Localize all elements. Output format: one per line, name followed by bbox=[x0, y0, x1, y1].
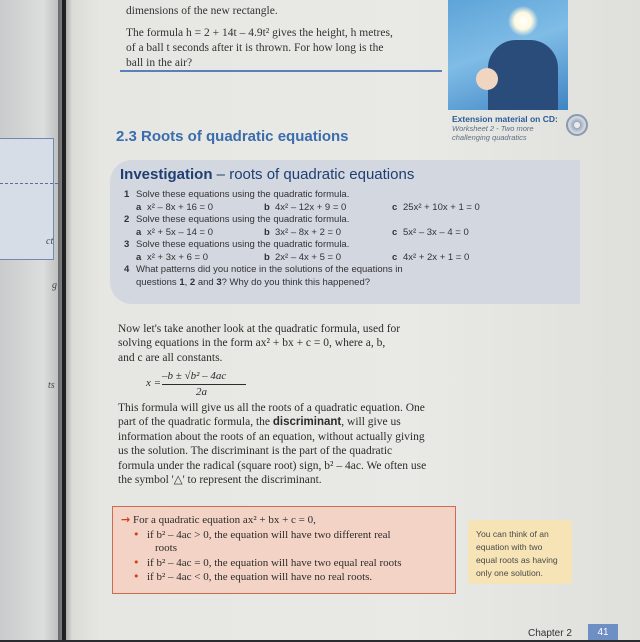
person-silhouette bbox=[488, 40, 558, 110]
key-point-box bbox=[112, 506, 456, 594]
left-fragment: g bbox=[52, 280, 57, 291]
page-number: 41 bbox=[588, 624, 618, 640]
investigation-subtitle: – roots of quadratic equations bbox=[212, 166, 415, 183]
section-title: 2.3 Roots of quadratic equations bbox=[116, 128, 349, 145]
problem-line: of a ball t seconds after it is thrown. For how long is the bbox=[126, 42, 384, 54]
problem-line: ball in the air? bbox=[126, 57, 193, 69]
question-3-parts: a x² + 3x + 6 = 0 b 2x² – 4x + 5 = 0 c 4x² + 2x + 1 = 0 bbox=[136, 251, 470, 263]
key-bullet: • if b² – 4ac = 0, the equation will have two equal real roots bbox=[133, 555, 402, 569]
formula-denominator: 2a bbox=[196, 386, 207, 398]
question-4-cont: questions 1, 2 and 3? Why do you think this happened? bbox=[136, 276, 371, 288]
section-divider bbox=[120, 70, 442, 72]
left-page bbox=[0, 0, 62, 640]
question-1: 1 Solve these equations using the quadratic formula. bbox=[124, 189, 350, 200]
bullet-icon: • bbox=[133, 555, 140, 569]
question-3: 3 Solve these equations using the quadratic formula. bbox=[124, 239, 350, 250]
margin-note: You can think of an equation with two equal roots as having only one solution. bbox=[468, 520, 572, 584]
problem-line: The formula h = 2 + 14t – 4.9t² gives the height, h metres, bbox=[126, 27, 393, 39]
formula-lhs: x = bbox=[146, 377, 162, 389]
problem-text bbox=[126, 26, 393, 71]
key-bullet: • if b² – 4ac < 0, the equation will have no real roots. bbox=[133, 570, 373, 584]
investigation-box bbox=[110, 160, 580, 304]
formula-numerator: –b ± √b² – 4ac bbox=[162, 370, 227, 382]
discriminant-paragraph: This formula will give us all the roots of a quadratic equation. One part of the quadratic formula, the discriminant, will give us information about the roots of an equation, without actually giving us the solution. The discriminant is the part of the quadratic formula under the radical (square root) sign, b² – 4ac. We often use the symbol '△' to represent the discriminant. bbox=[118, 402, 427, 487]
question-2: 2 Solve these equations using the quadratic formula. bbox=[124, 214, 350, 225]
question-4: 4 What patterns did you notice in the solutions of the equations in bbox=[124, 264, 403, 275]
investigation-label: Investigation bbox=[120, 166, 213, 183]
extension-line: Worksheet 2 - Two more bbox=[452, 124, 534, 133]
left-fragment: ts bbox=[48, 380, 55, 391]
key-bullet: • if b² – 4ac > 0, the equation will have two different real bbox=[133, 527, 391, 541]
left-fragment: ct bbox=[46, 236, 54, 247]
arrow-icon: → bbox=[121, 513, 131, 526]
extension-material-note bbox=[452, 114, 568, 142]
discriminant-term: discriminant bbox=[272, 416, 342, 429]
extension-title: Extension material on CD: bbox=[452, 114, 558, 124]
intro-paragraph: Now let's take another look at the quadratic formula, used for solving equations in the form ax² + bx + c = 0, where a, b, and c are all constants. bbox=[118, 323, 401, 364]
chapter-label: Chapter 2 bbox=[528, 628, 572, 639]
extension-line: challenging quadratics bbox=[452, 133, 527, 142]
left-page-divider bbox=[0, 183, 58, 184]
key-bullet-cont: roots bbox=[155, 542, 177, 555]
sun-glare bbox=[508, 6, 538, 36]
ball-throw-photo bbox=[448, 0, 568, 110]
hand bbox=[476, 68, 498, 90]
investigation-heading bbox=[120, 166, 480, 183]
question-2-parts: a x² + 5x – 14 = 0 b 3x² – 8x + 2 = 0 c 5x² – 3x – 4 = 0 bbox=[136, 226, 469, 238]
prior-text-line: dimensions of the new rectangle. bbox=[126, 5, 278, 17]
page-gutter-shadow bbox=[58, 0, 72, 640]
key-intro: → For a quadratic equation ax² + bx + c = 0, bbox=[121, 513, 316, 526]
fraction-bar bbox=[162, 384, 246, 385]
question-1-parts: a x² – 8x + 16 = 0 b 4x² – 12x + 9 = 0 c 25x² + 10x + 1 = 0 bbox=[136, 201, 480, 213]
bullet-icon: • bbox=[133, 527, 140, 541]
bullet-icon: • bbox=[133, 570, 140, 584]
cd-icon bbox=[566, 114, 588, 136]
